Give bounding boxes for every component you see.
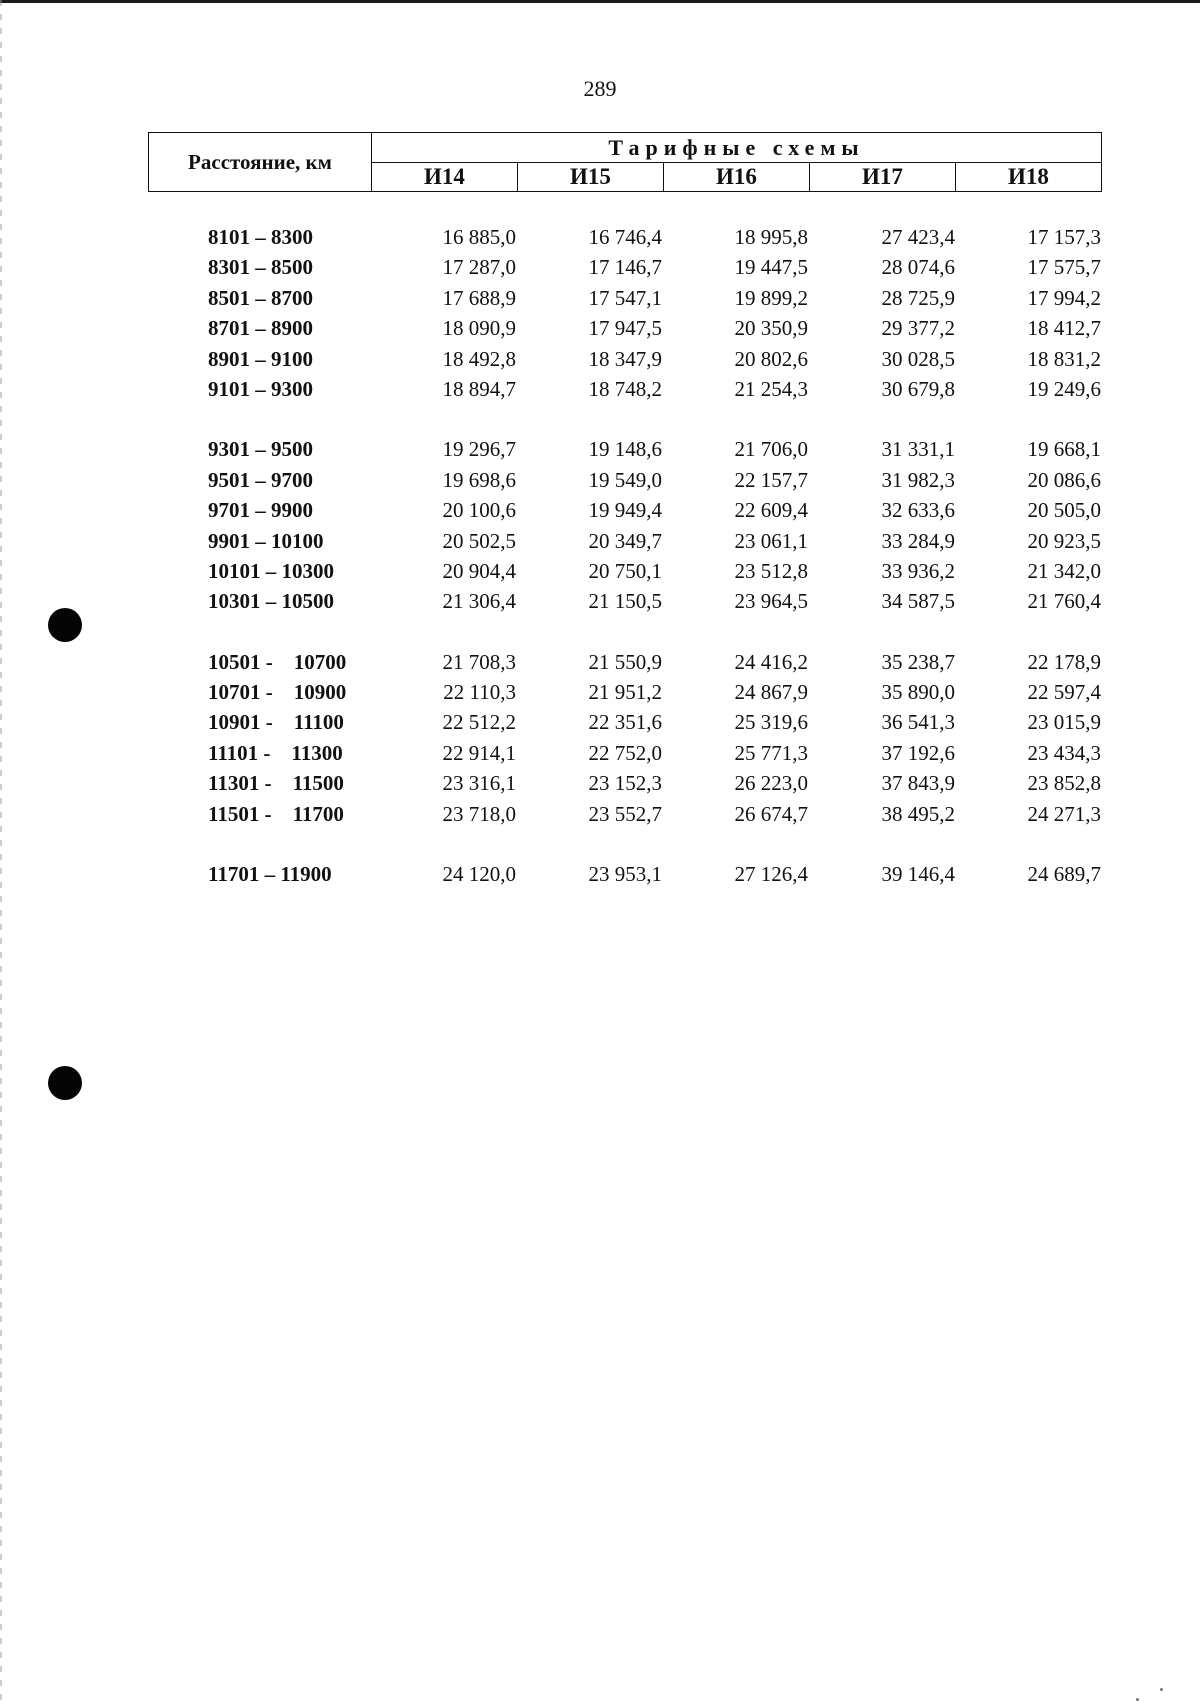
- value-cell-И16: 20 350,9: [734, 316, 808, 341]
- value-cell-И17: 35 238,7: [881, 649, 955, 674]
- distance-cell: 9101 – 9300: [208, 376, 313, 401]
- table-row: [148, 768, 1102, 798]
- value-cell-И14: 22 110,3: [443, 680, 516, 705]
- punch-hole: [48, 1066, 82, 1100]
- value-cell-И15: 16 746,4: [588, 225, 662, 249]
- value-cell-И14: 17 688,9: [442, 285, 516, 310]
- value-cell-И17: 32 633,6: [881, 498, 955, 523]
- value-cell-И18: 19 249,6: [1027, 376, 1101, 401]
- value-cell-И17: 31 982,3: [881, 467, 955, 492]
- punch-hole: [48, 608, 82, 642]
- column-header-i15: И15: [517, 163, 663, 192]
- value-cell-И16: 24 867,9: [734, 680, 808, 705]
- value-cell-И14: 20 904,4: [442, 558, 516, 583]
- group-spacer: [148, 829, 1102, 859]
- column-header-i16: И16: [663, 163, 809, 192]
- value-cell-И17: 31 331,1: [881, 437, 955, 462]
- value-cell-И14: 18 090,9: [442, 316, 516, 341]
- value-cell-И15: 17 547,1: [588, 285, 662, 310]
- distance-cell: 9901 – 10100: [208, 528, 324, 553]
- value-cell-И16: 19 447,5: [734, 255, 808, 280]
- value-cell-И18: 22 178,9: [1027, 649, 1101, 674]
- value-cell-И18: 23 015,9: [1027, 710, 1101, 735]
- value-cell-И15: 22 752,0: [588, 740, 662, 765]
- distance-cell: 10701 - 10900: [208, 680, 347, 705]
- value-cell-И15: 19 949,4: [588, 498, 662, 523]
- value-cell-И18: 22 597,4: [1027, 680, 1101, 705]
- value-cell-И18: 20 086,6: [1027, 467, 1101, 492]
- value-cell-И16: 18 995,8: [734, 225, 808, 249]
- value-cell-И18: 23 434,3: [1027, 740, 1101, 765]
- value-cell-И14: 24 120,0: [442, 862, 516, 887]
- table-row: [148, 556, 1102, 586]
- value-cell-И16: 22 609,4: [734, 498, 808, 523]
- value-cell-И18: 20 505,0: [1027, 498, 1101, 523]
- value-cell-И14: 17 287,0: [442, 255, 516, 280]
- table-body: [148, 222, 1102, 889]
- page-number: 289: [583, 76, 617, 101]
- scan-edge-left: [0, 0, 2, 1700]
- distance-cell: 11301 - 11500: [208, 771, 344, 796]
- distance-cell: 11101 - 11300: [208, 740, 343, 765]
- distance-header: Расстояние, км: [149, 133, 372, 192]
- table-row: [148, 374, 1102, 404]
- value-cell-И18: 17 575,7: [1027, 255, 1101, 280]
- table-row: [148, 647, 1102, 677]
- table-row: [148, 222, 1102, 252]
- distance-cell: 8701 – 8900: [208, 316, 313, 341]
- value-cell-И16: 23 964,5: [734, 589, 808, 614]
- value-cell-И15: 23 953,1: [588, 862, 662, 887]
- distance-cell: 10301 – 10500: [208, 589, 334, 614]
- value-cell-И14: 20 100,6: [442, 498, 516, 523]
- value-cell-И15: 21 150,5: [588, 589, 662, 614]
- value-cell-И18: 17 157,3: [1027, 225, 1101, 249]
- value-cell-И16: 23 512,8: [734, 558, 808, 583]
- value-cell-И15: 23 152,3: [588, 771, 662, 796]
- table-row: [148, 526, 1102, 556]
- value-cell-И15: 18 347,9: [588, 346, 662, 371]
- table-row: [148, 434, 1102, 464]
- column-header-i18: И18: [955, 163, 1101, 192]
- table-row: [148, 677, 1102, 707]
- distance-cell: 8901 – 9100: [208, 346, 313, 371]
- value-cell-И15: 19 549,0: [588, 467, 662, 492]
- value-cell-И15: 22 351,6: [588, 710, 662, 735]
- value-cell-И14: 23 718,0: [442, 801, 516, 826]
- value-cell-И18: 24 271,3: [1027, 801, 1101, 826]
- value-cell-И15: 18 748,2: [588, 376, 662, 401]
- value-cell-И14: 18 894,7: [442, 376, 516, 401]
- column-header-i14: И14: [372, 163, 518, 192]
- value-cell-И16: 25 319,6: [734, 710, 808, 735]
- value-cell-И17: 33 936,2: [881, 558, 955, 583]
- distance-cell: 9701 – 9900: [208, 498, 313, 523]
- table-row: [148, 586, 1102, 616]
- value-cell-И18: 17 994,2: [1027, 285, 1101, 310]
- value-cell-И16: 23 061,1: [734, 528, 808, 553]
- value-cell-И15: 20 349,7: [588, 528, 662, 553]
- distance-cell: 8301 – 8500: [208, 255, 313, 280]
- value-cell-И15: 17 146,7: [588, 255, 662, 280]
- group-spacer: [148, 404, 1102, 434]
- value-cell-И17: 39 146,4: [881, 862, 955, 887]
- table-row: [148, 738, 1102, 768]
- group-spacer: [148, 617, 1102, 647]
- table-row: [148, 344, 1102, 374]
- value-cell-И17: 29 377,2: [881, 316, 955, 341]
- value-cell-И15: 23 552,7: [588, 801, 662, 826]
- value-cell-И17: 38 495,2: [881, 801, 955, 826]
- value-cell-И17: 34 587,5: [881, 589, 955, 614]
- distance-cell: 10901 - 11100: [208, 710, 344, 735]
- value-cell-И16: 22 157,7: [734, 467, 808, 492]
- value-cell-И16: 25 771,3: [734, 740, 808, 765]
- table-row: [148, 495, 1102, 525]
- value-cell-И16: 27 126,4: [734, 862, 808, 887]
- table-row: [148, 252, 1102, 282]
- value-cell-И15: 19 148,6: [588, 437, 662, 462]
- value-cell-И17: 36 541,3: [881, 710, 955, 735]
- distance-cell: 10501 - 10700: [208, 649, 347, 674]
- value-cell-И18: 21 342,0: [1027, 558, 1101, 583]
- value-cell-И14: 20 502,5: [442, 528, 516, 553]
- table-row: [148, 465, 1102, 495]
- value-cell-И16: 21 706,0: [734, 437, 808, 462]
- table-row: [148, 283, 1102, 313]
- value-cell-И14: 19 296,7: [442, 437, 516, 462]
- scan-edge-top: [0, 0, 1200, 3]
- value-cell-И15: 17 947,5: [588, 316, 662, 341]
- value-cell-И14: 18 492,8: [442, 346, 516, 371]
- column-header-i17: И17: [809, 163, 955, 192]
- distance-cell: 11501 - 11700: [208, 801, 344, 826]
- value-cell-И18: 20 923,5: [1027, 528, 1101, 553]
- value-cell-И17: 27 423,4: [881, 225, 955, 249]
- value-cell-И14: 22 914,1: [442, 740, 516, 765]
- value-cell-И14: 21 306,4: [442, 589, 516, 614]
- value-cell-И16: 24 416,2: [734, 649, 808, 674]
- value-cell-И17: 30 679,8: [881, 376, 955, 401]
- value-cell-И14: 19 698,6: [442, 467, 516, 492]
- value-cell-И18: 18 412,7: [1027, 316, 1101, 341]
- distance-cell: 10101 – 10300: [208, 558, 334, 583]
- value-cell-И17: 35 890,0: [881, 680, 955, 705]
- value-cell-И17: 37 192,6: [881, 740, 955, 765]
- distance-cell: 8101 – 8300: [208, 225, 313, 249]
- value-cell-И18: 18 831,2: [1027, 346, 1101, 371]
- value-cell-И14: 22 512,2: [442, 710, 516, 735]
- value-cell-И17: 28 074,6: [881, 255, 955, 280]
- tariff-schemes-header: Тарифные схемы: [372, 133, 1102, 163]
- value-cell-И14: 21 708,3: [442, 649, 516, 674]
- table-row: [148, 707, 1102, 737]
- value-cell-И17: 28 725,9: [881, 285, 955, 310]
- value-cell-И15: 21 550,9: [588, 649, 662, 674]
- value-cell-И17: 33 284,9: [881, 528, 955, 553]
- value-cell-И18: 24 689,7: [1027, 862, 1101, 887]
- value-cell-И16: 21 254,3: [734, 376, 808, 401]
- value-cell-И15: 21 951,2: [588, 680, 662, 705]
- value-cell-И14: 23 316,1: [442, 771, 516, 796]
- value-cell-И15: 20 750,1: [588, 558, 662, 583]
- value-cell-И17: 37 843,9: [881, 771, 955, 796]
- table-header: [148, 132, 1102, 192]
- value-cell-И16: 19 899,2: [734, 285, 808, 310]
- value-cell-И17: 30 028,5: [881, 346, 955, 371]
- distance-cell: 9501 – 9700: [208, 467, 313, 492]
- table-row: [148, 799, 1102, 829]
- value-cell-И18: 21 760,4: [1027, 589, 1101, 614]
- value-cell-И18: 23 852,8: [1027, 771, 1101, 796]
- scan-speck: [1160, 1688, 1163, 1691]
- table-row: [148, 859, 1102, 889]
- table-row: [148, 313, 1102, 343]
- distance-cell: 9301 – 9500: [208, 437, 313, 462]
- value-cell-И14: 16 885,0: [442, 225, 516, 249]
- value-cell-И16: 20 802,6: [734, 346, 808, 371]
- value-cell-И16: 26 223,0: [734, 771, 808, 796]
- value-cell-И16: 26 674,7: [734, 801, 808, 826]
- distance-cell: 8501 – 8700: [208, 285, 313, 310]
- distance-cell: 11701 – 11900: [208, 862, 332, 887]
- value-cell-И18: 19 668,1: [1027, 437, 1101, 462]
